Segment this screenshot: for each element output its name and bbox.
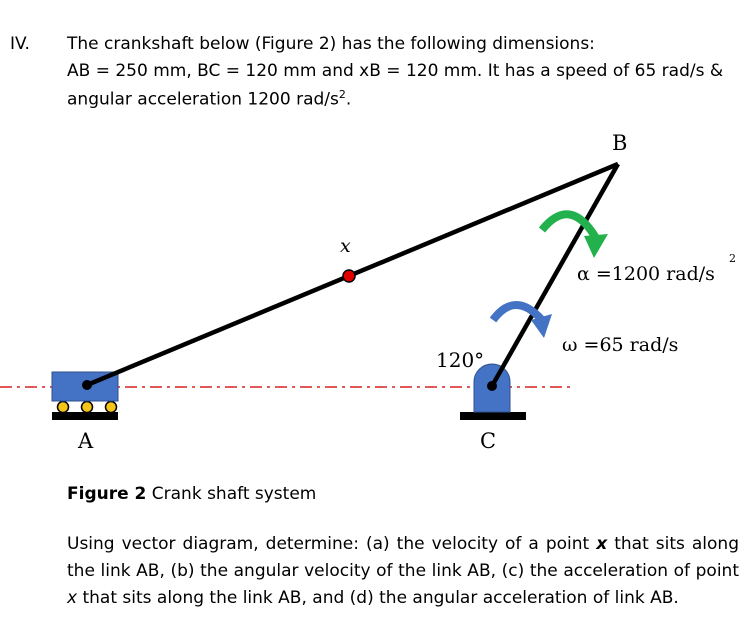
alpha-label: α =1200 rad/s	[577, 263, 715, 285]
joint-C	[487, 381, 497, 391]
omega-label: ω =65 rad/s	[562, 334, 679, 356]
question-line-3-main: angular acceleration 1200 rad/s	[67, 89, 339, 110]
caption-bold: Figure 2	[67, 484, 147, 504]
label-A: A	[78, 429, 94, 453]
point-x	[343, 270, 355, 282]
instructions-text-2: that sits along the link AB, (b) the angular velocity of the link AB, (c) the acceleration of point	[67, 534, 739, 581]
instructions-text-1: Using vector diagram, determine: (a) the velocity of a point	[67, 534, 597, 554]
alpha-label-sup: 2	[729, 252, 736, 265]
caption-text: Crank shaft system	[146, 484, 317, 504]
instructions-text-3: that sits along the link AB, and (d) the angular acceleration of link AB.	[77, 588, 679, 608]
instructions-x-2: x	[67, 588, 78, 608]
ground-bar-C	[460, 412, 526, 420]
instructions-x-1: x	[596, 534, 608, 554]
label-x: x	[340, 235, 351, 257]
question-line-3-sup: 2	[338, 88, 346, 101]
alpha-arrowhead-icon	[584, 234, 608, 258]
wheel-3	[106, 402, 117, 413]
wheel-2	[82, 402, 93, 413]
joint-A	[82, 380, 92, 390]
question-line-2: AB = 250 mm, BC = 120 mm and xB = 120 mm. It has a speed of 65 rad/s &	[67, 61, 724, 81]
label-C: C	[480, 429, 497, 453]
ground-bar-A	[52, 412, 118, 420]
angle-label: 120°	[436, 348, 485, 372]
instructions-paragraph	[67, 531, 739, 612]
question-line-1: The crankshaft below (Figure 2) has the following dimensions:	[67, 34, 595, 54]
question-line-3-end: .	[345, 89, 352, 110]
figure-caption	[67, 484, 316, 504]
wheel-1	[58, 402, 69, 413]
label-B: B	[612, 131, 628, 155]
question-number: IV.	[10, 34, 30, 54]
